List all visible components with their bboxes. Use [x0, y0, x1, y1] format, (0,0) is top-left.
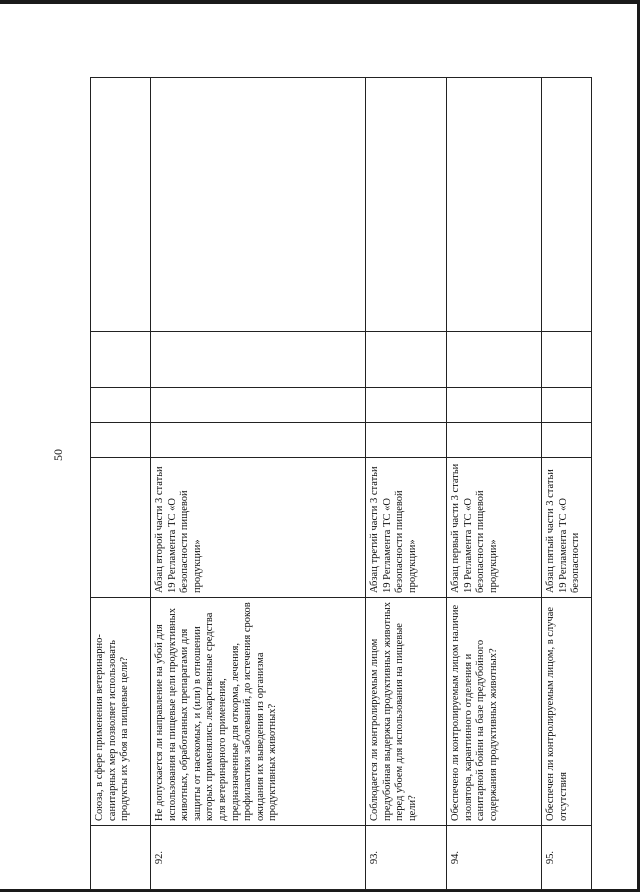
not-applicable-cell: [366, 332, 447, 388]
not-applicable-cell: [91, 332, 151, 388]
notes-cell: [151, 78, 366, 332]
notes-cell: [542, 78, 592, 332]
question-cell: Союза, в сфере применения ветеринарно-санитарных мер позволяет использовать продукты их убоя на пищевые цели?: [91, 598, 151, 826]
not-applicable-cell: [542, 332, 592, 388]
row-number: 92.: [151, 826, 366, 890]
reference-cell: Абзац третий части 3 статьи 19 Регламента ТС «О безопасности пищевой продукции»: [366, 458, 447, 598]
reference-cell: [91, 458, 151, 598]
not-applicable-cell: [447, 332, 542, 388]
table-row: [366, 78, 447, 890]
reference-cell: Абзац второй части 3 статьи 19 Регламента ТС «О безопасности пищевой продукции»: [151, 458, 366, 598]
answer-yes-cell: [447, 423, 542, 458]
not-applicable-cell: [151, 332, 366, 388]
question-cell: Соблюдается ли контролируемым лицом предубойная выдержка продуктивных животных перед убоем для использования на пищевые цели?: [366, 598, 447, 826]
notes-cell: [366, 78, 447, 332]
scan-border-top: [0, 0, 640, 4]
page-number: 50: [51, 449, 65, 461]
answer-yes-cell: [91, 423, 151, 458]
table-row: [447, 78, 542, 890]
notes-cell: [91, 78, 151, 332]
answer-no-cell: [151, 388, 366, 423]
row-number: 94.: [447, 826, 542, 890]
question-cell: Не допускается ли направление на убой для использования на пищевые цели продуктивных животных, обработанных препаратами для защиты от насекомых, и (или) в отношении которых применялись лекарственные средства для ветеринарного применения, предназначенные для откорма, лечения, профилактики заболеваний, до истечения сроков ожидания их выведения из организма продуктивных животных?: [151, 598, 366, 826]
row-number: 95.: [542, 826, 592, 890]
checklist-table: [90, 77, 592, 890]
answer-yes-cell: [151, 423, 366, 458]
checklist-table-rotated: [90, 78, 582, 890]
question-cell: Обеспечено ли контролируемым лицом наличие изолятора, карантинного отделения и санитарной бойни на базе предубойного содержания продуктивных животных?: [447, 598, 542, 826]
table-row: [151, 78, 366, 890]
answer-no-cell: [542, 388, 592, 423]
answer-no-cell: [447, 388, 542, 423]
table-row: [542, 78, 592, 890]
answer-no-cell: [366, 388, 447, 423]
table-row: [91, 78, 151, 890]
answer-yes-cell: [542, 423, 592, 458]
reference-cell: Абзац пятый части 3 статьи 19 Регламента ТС «О безопасности: [542, 458, 592, 598]
row-number: [91, 826, 151, 890]
question-cell: Обеспечен ли контролируемым лицом, в случае отсутствия: [542, 598, 592, 826]
answer-no-cell: [91, 388, 151, 423]
row-number: 93.: [366, 826, 447, 890]
reference-cell: Абзац первый части 3 статьи 19 Регламента ТС «О безопасности пищевой продукции»: [447, 458, 542, 598]
document-sheet: [90, 78, 582, 890]
notes-cell: [447, 78, 542, 332]
answer-yes-cell: [366, 423, 447, 458]
